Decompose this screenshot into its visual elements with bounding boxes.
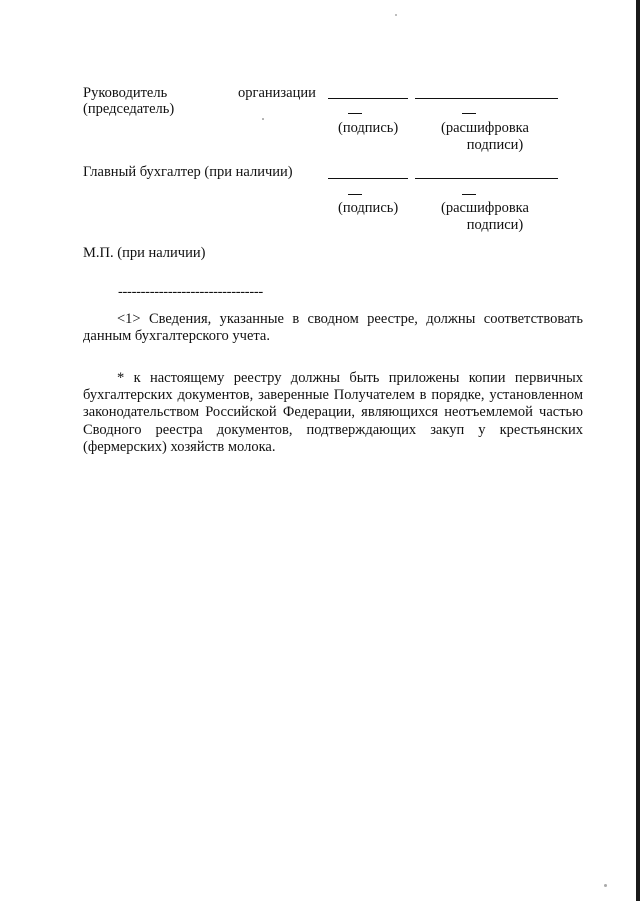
head-signature-caption: (подпись) bbox=[338, 120, 399, 136]
scan-speck bbox=[604, 884, 607, 887]
attachment-note: * к настоящему реестру должны быть приложены копии первичных бухгалтерских документов, заверенные Получателем в порядке, установленном законодательством Российской Федерации, являющихся неотъемлемой частью Сводного реестра документов, подтверждающих закуп у крестьянских (фермерских) хозяйств молока. bbox=[83, 370, 583, 455]
head-decode-caption-line1: (расшифровка bbox=[441, 120, 529, 136]
head-label-line2: (председатель) bbox=[83, 101, 175, 117]
head-decode-caption-line2: подписи) bbox=[466, 137, 524, 153]
head-decode-line bbox=[415, 98, 558, 99]
head-signature-line bbox=[328, 98, 408, 99]
accountant-signature-caption: (подпись) bbox=[338, 200, 399, 216]
accountant-decode-caption-line1: (расшифровка bbox=[441, 200, 529, 216]
stamp-label: М.П. (при наличии) bbox=[83, 245, 206, 261]
head-label-line1: Руководитель bbox=[83, 85, 168, 101]
scan-edge-shadow bbox=[636, 0, 640, 901]
head-decode-dash bbox=[462, 113, 476, 114]
accountant-signature-line bbox=[328, 178, 408, 179]
accountant-signature-dash bbox=[348, 194, 362, 195]
accountant-decode-dash bbox=[462, 194, 476, 195]
head-label-org: организации bbox=[238, 85, 316, 101]
accountant-label: Главный бухгалтер (при наличии) bbox=[83, 164, 293, 180]
scan-speck bbox=[395, 14, 397, 16]
accountant-decode-line bbox=[415, 178, 558, 179]
footnote-text: <1> Сведения, указанные в сводном реестре, должны соответствовать данным бухгалтерского учета. bbox=[83, 311, 583, 345]
accountant-decode-caption-line2: подписи) bbox=[466, 217, 524, 233]
head-signature-dash bbox=[348, 113, 362, 114]
footnote-separator: -------------------------------- bbox=[118, 284, 263, 300]
scan-speck bbox=[262, 118, 264, 120]
